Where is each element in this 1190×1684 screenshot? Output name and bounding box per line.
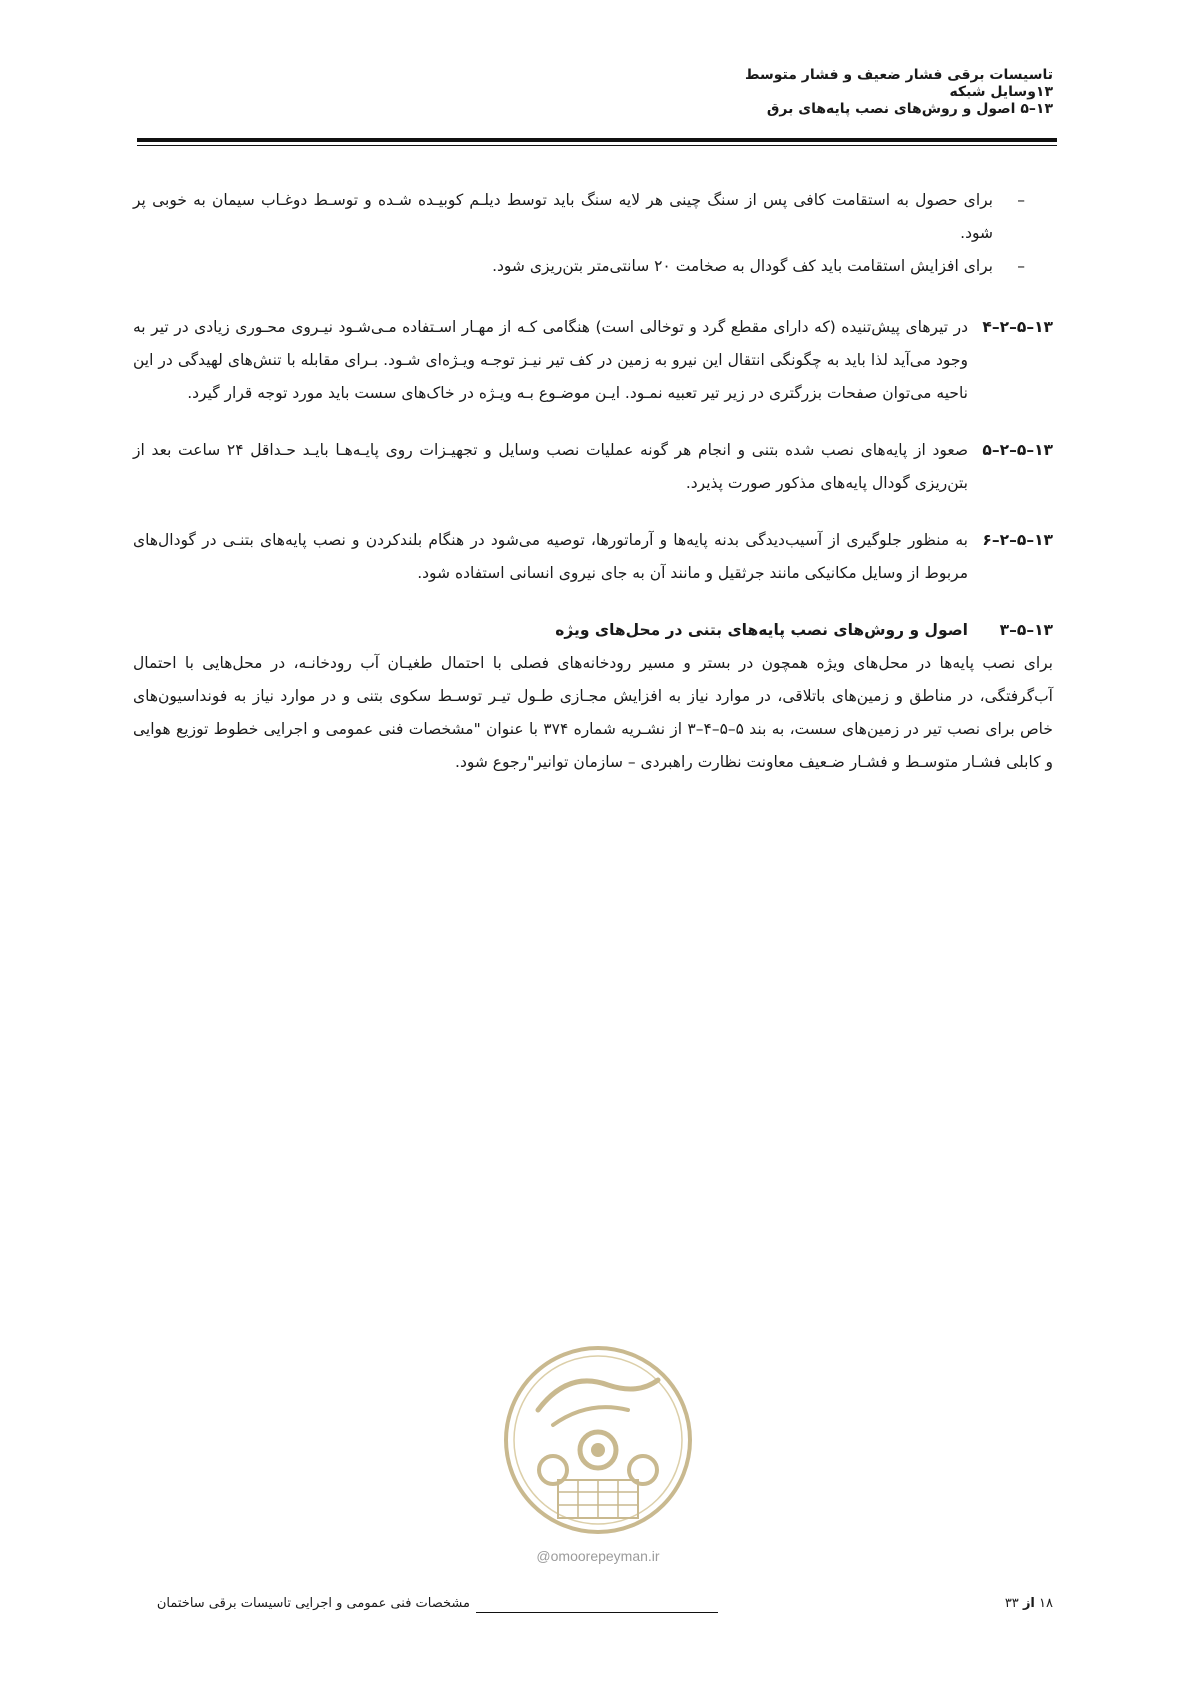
header-line-3: ۱۳–۵ اصول و روش‌های نصب پایه‌های برق bbox=[766, 101, 1053, 117]
header-rule-thick bbox=[137, 138, 1057, 142]
watermark-url: @omoorepeyman.ir bbox=[536, 1548, 660, 1564]
footer-title: مشخصات فنی عمومی و اجرایی تاسیسات برقی ساختمان bbox=[156, 1596, 470, 1611]
clause-text: به منظور جلوگیری از آسیب‌دیدگی بدنه پایه‌ها و آرماتورها، توصیه می‌شود در هنگام بلندکردن و نصب پایه‌های بتنـی در گودال‌های مربوط از وسایل مکانیکی مانند جرثقیل و مانند آن به جای نیروی انسانی استفاده شود. bbox=[133, 531, 968, 582]
clause-item bbox=[133, 311, 1053, 410]
clause-text: صعود از پایه‌های نصب شده بتنی و انجام هر گونه عملیات نصب وسایل و تجهیـزات روی پایـه‌هـا بایـد حـداقل ۲۴ ساعت بعد از بتن‌ریزی گودال پایه‌های مذکور صورت پذیرد. bbox=[133, 441, 968, 492]
section-heading bbox=[133, 614, 1053, 647]
clause-text: در تیرهای پیش‌تنیده (که دارای مقطع گرد و توخالی است) هنگامی کـه از مهـار اسـتفاده مـی‌شـود نیـروی محـوری زیادی در تیر به وجود می‌آید لذا باید به چگونگی انتقال این نیرو به زمین در کف تیر نیـز توجـه ویـژه‌ای شـود. بـرای مقابله با تنش‌های لهیدگی در این ناحیه می‌توان صفحات بزرگتری در زیر تیر تعبیه نمـود. ایـن موضـوع بـه ویـژه در خاک‌های سست باید مورد توجه قرار گیرد. bbox=[133, 318, 968, 402]
bullet-text: برای افزایش استقامت باید کف گودال به صخامت ۲۰ سانتی‌متر بتن‌ریزی شود. bbox=[492, 257, 993, 275]
bullet-dash: – bbox=[1017, 191, 1025, 209]
section-number: ۱۳–۵–۳ bbox=[999, 621, 1053, 639]
clause-number: ۱۳–۵–۲–۵ bbox=[982, 441, 1053, 459]
bullet-text: برای حصول به استقامت کافی پس از سنگ چینی هر لایه سنگ باید توسط دیلـم کوبیـده شـده و توسـط دوغـاب سیمان به خوبی پر شود. bbox=[133, 191, 993, 242]
page-of-label: از bbox=[1022, 1596, 1035, 1611]
clause-item bbox=[133, 434, 1053, 500]
page-header bbox=[133, 67, 1053, 118]
header-line-2: ۱۳وسایل شبکه bbox=[949, 84, 1053, 100]
section-title: اصول و روش‌های نصب پایه‌های بتنی در محل‌های ویژه bbox=[555, 621, 968, 639]
bullet-item bbox=[133, 184, 1053, 250]
bullet-item bbox=[133, 250, 1053, 283]
page-total: ۳۳ bbox=[1004, 1596, 1019, 1611]
header-rule-thin bbox=[137, 145, 1057, 146]
page-number bbox=[1005, 1596, 1053, 1611]
header-line-1: تاسیسات برقی فشار ضعیف و فشار متوسط bbox=[744, 67, 1053, 83]
clause-number: ۱۳–۵–۲–۴ bbox=[982, 318, 1053, 336]
section-body: برای نصب پایه‌ها در محل‌های ویژه همچون در بستر و مسیر رودخانه‌های فصلی با احتمال طغیـان آب رودخانـه، در محل‌هایی با احتمال آب‌گرفتگی، در مناطق و زمین‌های باتلاقی، در موارد نیاز به افزایش مجـازی طـول تیـر توسـط سکوی بتنی و در موارد نیاز به فونداسیون‌های خاص برای نصب تیر در زمین‌های سست، به بند ۵–۵–۴–۳ از نشـریه شماره ۳۷۴ با عنوان "مشخصات فنی عمومی و اجرایی خطوط توزیع هوایی و کابلی فشـار متوسـط و فشـار ضـعیف معاونت نظارت راهبردی – سازمان توانیر"رجوع شود. bbox=[133, 654, 1053, 771]
footer-rule bbox=[476, 1612, 718, 1613]
bullet-dash: – bbox=[1017, 257, 1025, 275]
clause-number: ۱۳–۵–۲–۶ bbox=[982, 531, 1053, 549]
watermark-logo bbox=[498, 1340, 698, 1540]
page-current: ۱۸ bbox=[1039, 1596, 1053, 1611]
page-content bbox=[133, 184, 1053, 779]
clause-item bbox=[133, 524, 1053, 590]
